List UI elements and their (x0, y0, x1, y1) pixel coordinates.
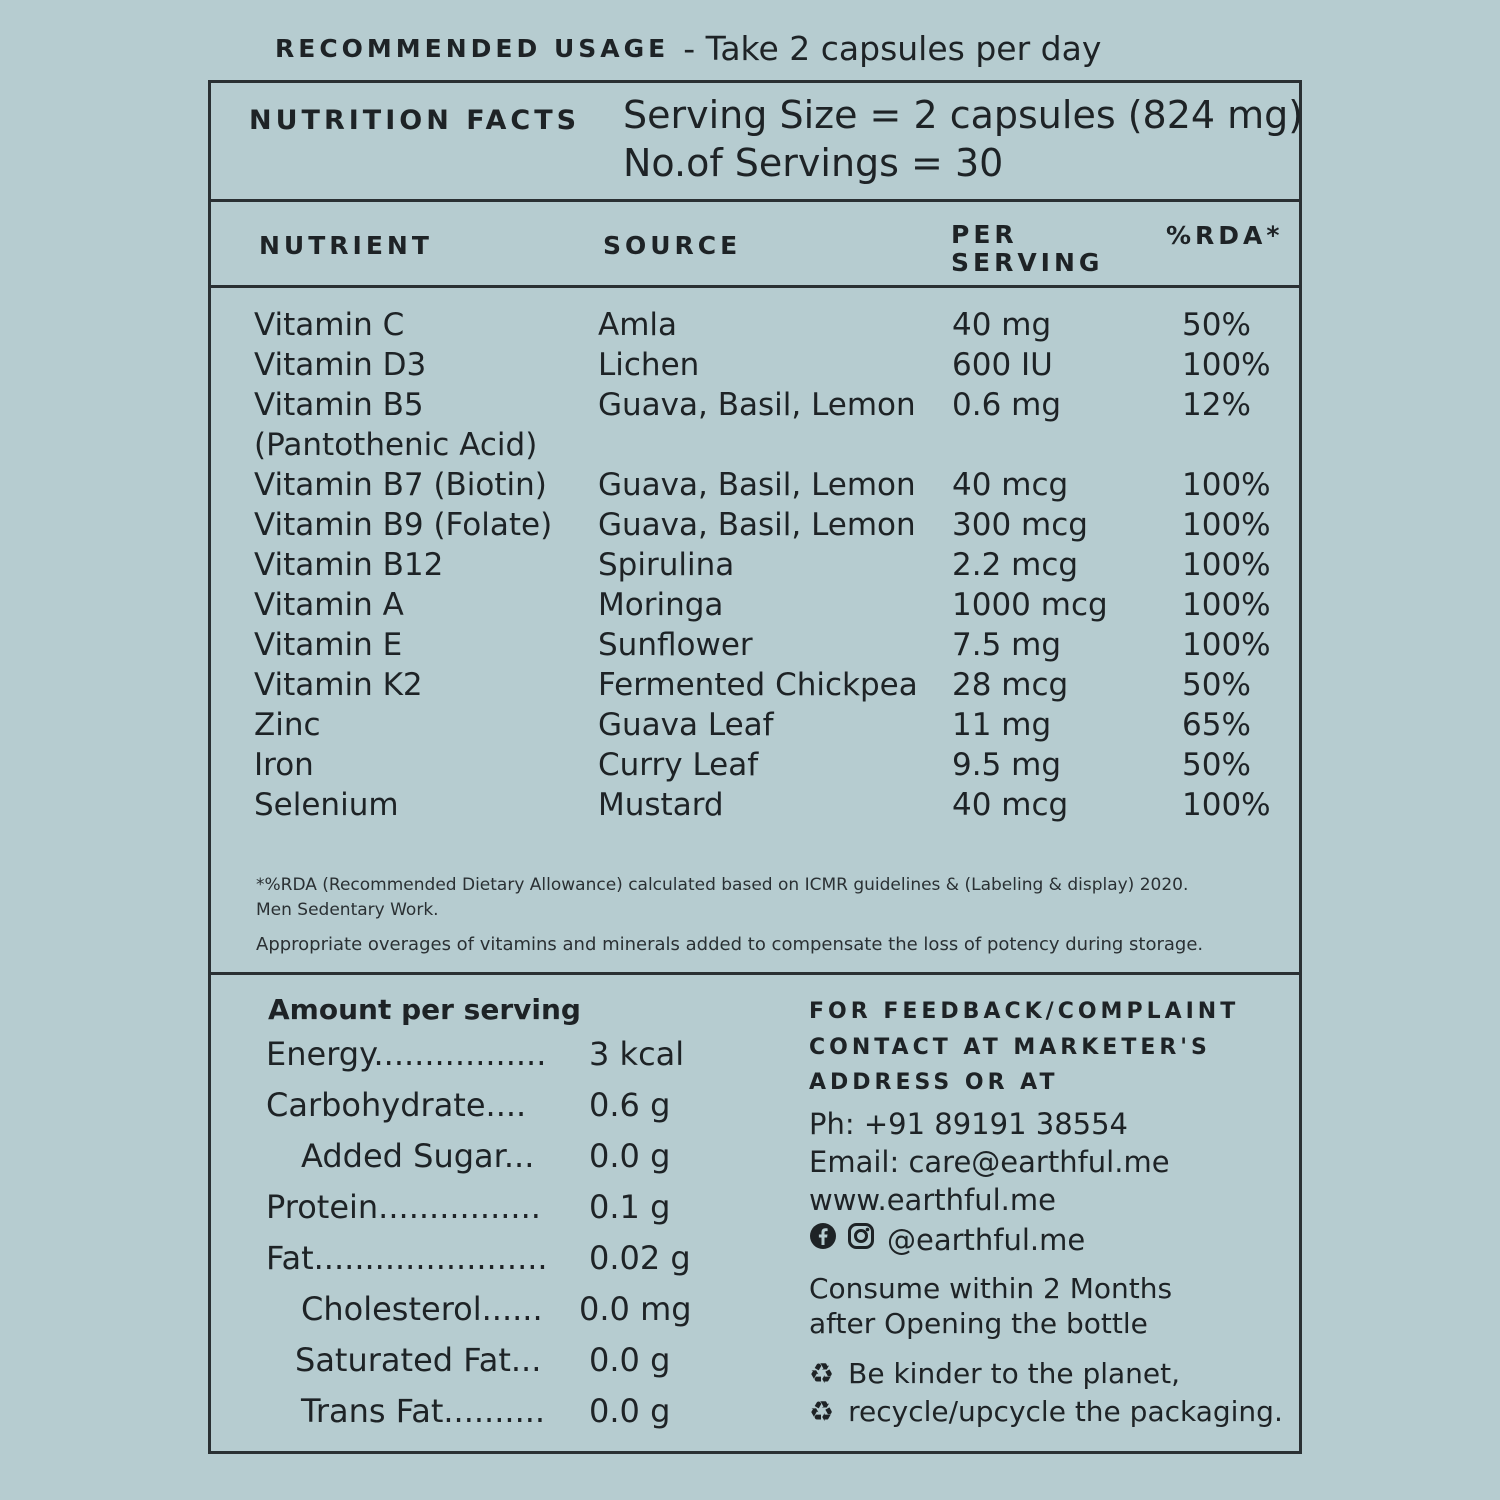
header-per-serving: PER SERVING (951, 220, 1104, 277)
cell-per-serving: 40 mg (952, 307, 1052, 343)
nutrition-panel (208, 80, 1302, 1454)
rda-note-2: Men Sedentary Work. (256, 900, 439, 920)
cell-nutrient: Vitamin B7 (Biotin) (254, 467, 547, 503)
table-row (211, 345, 1299, 385)
serving-size: Serving Size = 2 capsules (824 mg) (623, 93, 1304, 137)
consume-line-2: after Opening the bottle (809, 1307, 1148, 1340)
facebook-icon (809, 1222, 837, 1257)
table-row (211, 545, 1299, 585)
amount-value: 0.6 g (589, 1086, 671, 1124)
amount-label: Energy................. (266, 1035, 547, 1073)
cell-per-serving: 7.5 mg (952, 627, 1062, 663)
cell-per-serving: 40 mcg (952, 787, 1069, 823)
table-row (211, 745, 1299, 785)
cell-per-serving: 40 mcg (952, 467, 1069, 503)
recommended-usage (275, 24, 1101, 72)
social-handle (809, 1222, 1085, 1257)
cell-rda: 50% (1182, 667, 1251, 703)
cell-rda: 100% (1182, 507, 1271, 543)
phone: Ph: +91 89191 38554 (809, 1107, 1128, 1141)
table-row (211, 385, 1299, 425)
cell-source: Moringa (598, 587, 724, 623)
amount-label: Carbohydrate.... (266, 1086, 527, 1124)
cell-rda: 50% (1182, 307, 1251, 343)
cell-per-serving: 1000 mcg (952, 587, 1108, 623)
amount-label: Saturated Fat... (295, 1341, 542, 1379)
table-row (211, 465, 1299, 505)
consume-line-1: Consume within 2 Months (809, 1272, 1173, 1305)
cell-per-serving: 600 IU (952, 347, 1053, 383)
amount-label: Fat....................... (266, 1239, 548, 1277)
feedback-line-3: ADDRESS OR AT (809, 1070, 1059, 1095)
cell-per-serving: 11 mg (952, 707, 1052, 743)
amount-value: 0.1 g (589, 1188, 671, 1226)
cell-source: Fermented Chickpea (598, 667, 918, 703)
cell-rda: 100% (1182, 787, 1271, 823)
recycle-icon: ♻ (809, 1357, 835, 1390)
recycle-line-2: ♻ recycle/upcycle the packaging. (809, 1395, 1283, 1428)
cell-source: Guava, Basil, Lemon (598, 387, 916, 423)
website: www.earthful.me (809, 1183, 1056, 1217)
amount-value: 0.0 mg (579, 1290, 692, 1328)
amount-label: Cholesterol...... (301, 1290, 543, 1328)
amount-value: 0.0 g (589, 1392, 671, 1430)
cell-rda: 100% (1182, 547, 1271, 583)
cell-nutrient: Vitamin B5 (254, 387, 424, 423)
feedback-line-2: CONTACT AT MARKETER'S (809, 1035, 1211, 1060)
cell-nutrient: (Pantothenic Acid) (254, 427, 538, 463)
cell-nutrient: Vitamin B12 (254, 547, 444, 583)
cell-source: Curry Leaf (598, 747, 759, 783)
cell-per-serving: 300 mcg (952, 507, 1088, 543)
cell-rda: 100% (1182, 587, 1271, 623)
recycle-icon: ♻ (809, 1395, 835, 1428)
cell-nutrient: Vitamin K2 (254, 667, 423, 703)
cell-per-serving: 9.5 mg (952, 747, 1062, 783)
divider (211, 972, 1299, 975)
cell-nutrient: Selenium (254, 787, 399, 823)
email: Email: care@earthful.me (809, 1145, 1170, 1179)
header-rda: %RDA* (1166, 221, 1284, 250)
nutrition-facts-title: NUTRITION FACTS (249, 105, 581, 136)
table-row (211, 585, 1299, 625)
divider (211, 285, 1299, 288)
cell-rda: 100% (1182, 627, 1271, 663)
cell-per-serving: 28 mcg (952, 667, 1069, 703)
cell-nutrient: Vitamin B9 (Folate) (254, 507, 553, 543)
cell-source: Guava Leaf (598, 707, 774, 743)
overages-note: Appropriate overages of vitamins and minerals added to compensate the loss of potency during storage. (256, 934, 1204, 955)
amount-value: 3 kcal (589, 1035, 685, 1073)
cell-source: Lichen (598, 347, 700, 383)
cell-rda: 100% (1182, 347, 1271, 383)
instagram-icon (847, 1222, 875, 1257)
amount-label: Protein................ (266, 1188, 541, 1226)
cell-per-serving: 0.6 mg (952, 387, 1062, 423)
amount-label: Trans Fat.......... (301, 1392, 546, 1430)
usage-text: - Take 2 capsules per day (683, 28, 1102, 68)
cell-nutrient: Vitamin D3 (254, 347, 427, 383)
cell-nutrient: Zinc (254, 707, 321, 743)
cell-nutrient: Vitamin C (254, 307, 405, 343)
amount-per-serving-title: Amount per serving (268, 993, 581, 1026)
cell-source: Spirulina (598, 547, 735, 583)
divider (211, 199, 1299, 202)
amount-value: 0.0 g (589, 1341, 671, 1379)
cell-rda: 50% (1182, 747, 1251, 783)
cell-rda: 100% (1182, 467, 1271, 503)
cell-per-serving: 2.2 mcg (952, 547, 1079, 583)
amount-value: 0.02 g (589, 1239, 691, 1277)
usage-label: RECOMMENDED USAGE (275, 33, 670, 63)
cell-source: Guava, Basil, Lemon (598, 507, 916, 543)
recycle-line-1: ♻ Be kinder to the planet, (809, 1357, 1181, 1390)
table-row (211, 785, 1299, 825)
table-row (211, 305, 1299, 345)
social-handle-text: @earthful.me (887, 1222, 1086, 1257)
cell-rda: 65% (1182, 707, 1251, 743)
cell-source: Mustard (598, 787, 724, 823)
cell-nutrient: Vitamin E (254, 627, 403, 663)
cell-rda: 12% (1182, 387, 1251, 423)
servings-count: No.of Servings = 30 (623, 141, 1004, 185)
table-row (211, 625, 1299, 665)
table-row (211, 505, 1299, 545)
header-source: SOURCE (603, 231, 742, 260)
rda-note: *%RDA (Recommended Dietary Allowance) calculated based on ICMR guidelines & (Labeling & display) 2020. (256, 875, 1189, 895)
header-nutrient: NUTRIENT (259, 231, 433, 260)
table-row (211, 425, 1299, 465)
table-row (211, 665, 1299, 705)
amount-label: Added Sugar... (301, 1137, 535, 1175)
cell-source: Sunflower (598, 627, 753, 663)
amount-value: 0.0 g (589, 1137, 671, 1175)
cell-nutrient: Vitamin A (254, 587, 404, 623)
feedback-line-1: FOR FEEDBACK/COMPLAINT (809, 999, 1240, 1024)
table-row (211, 705, 1299, 745)
cell-source: Amla (598, 307, 678, 343)
cell-nutrient: Iron (254, 747, 314, 783)
cell-source: Guava, Basil, Lemon (598, 467, 916, 503)
